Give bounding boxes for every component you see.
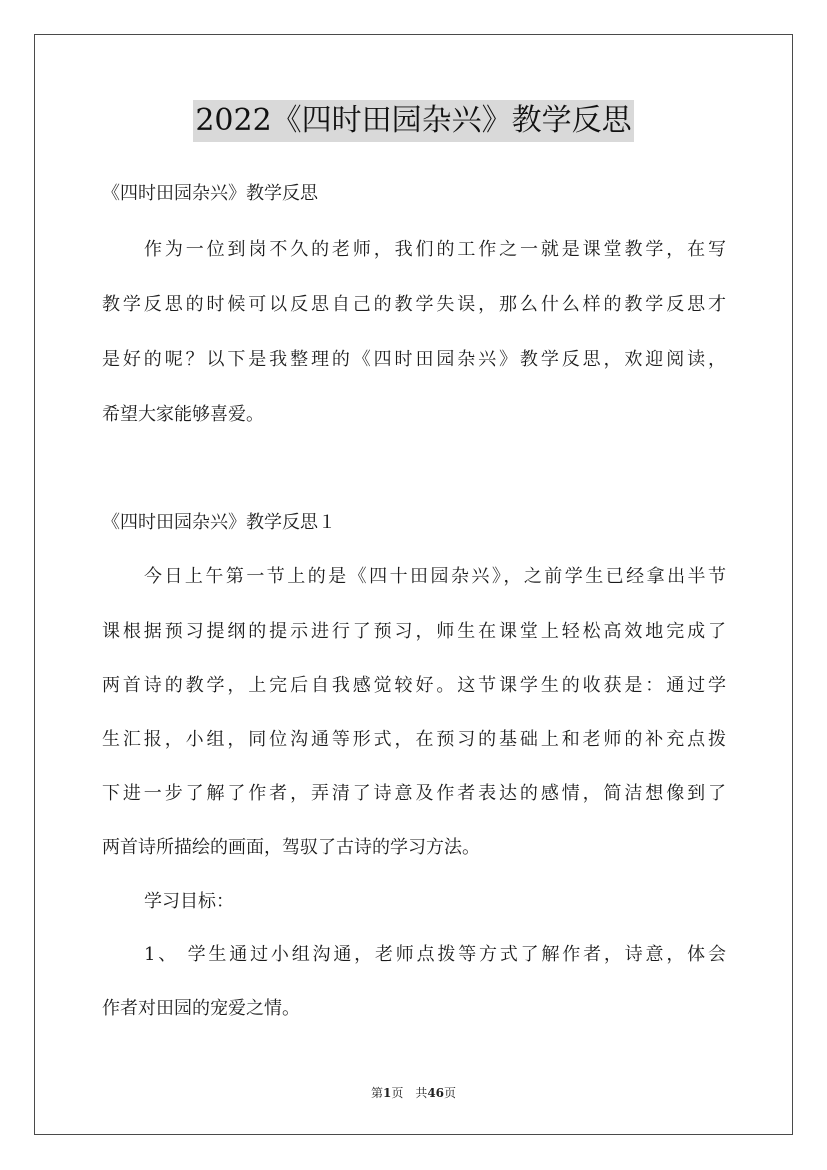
footer-suffix: 页 [444,1086,457,1100]
para1-line-1: 今日上午第一节上的是《四十田园杂兴》，之前学生已经拿出半节 [144,566,726,587]
footer-prefix: 第 [370,1086,383,1100]
para1-line-3: 两首诗的教学，上完后自我感觉较好。这节课学生的收获是：通过学 [102,675,726,696]
footer-mid: 页 共 [391,1086,428,1100]
para1-line-5: 下进一步了解了作者，弄清了诗意及作者表达的感情，简洁想像到了 [102,783,726,804]
intro-line-2: 教学反思的时候可以反思自己的教学失误，那么什么样的教学反思才 [102,294,726,315]
title-container [0,100,827,142]
goal1-line-2: 作者对田园的宠爱之情。 [102,998,300,1019]
section-heading-main: 《四时田园杂兴》教学反思 [102,183,318,204]
para1-line-6: 两首诗所描绘的画面，驾驭了古诗的学习方法。 [102,837,480,858]
para1-line-2: 课根据预习提纲的提示进行了预习，师生在课堂上轻松高效地完成了 [102,621,726,642]
goals-label: 学习目标： [144,891,234,912]
intro-line-4: 希望大家能够喜爱。 [102,404,264,425]
intro-line-3: 是好的呢？以下是我整理的《四时田园杂兴》教学反思，欢迎阅读， [102,349,726,370]
section-heading-1: 《四时田园杂兴》教学反思１ [102,512,336,533]
page-footer [0,1085,827,1101]
footer-total-pages: 46 [427,1086,445,1100]
goal1-line-1: 1、 学生通过小组沟通，老师点拨等方式了解作者，诗意，体会 [144,944,726,965]
intro-line-1: 作为一位到岗不久的老师，我们的工作之一就是课堂教学，在写 [144,239,726,260]
document-title: 2022《四时田园杂兴》教学反思 [193,100,633,142]
para1-line-4: 生汇报，小组，同位沟通等形式，在预习的基础上和老师的补充点拨 [102,729,726,750]
footer-page-number: 1 [382,1086,392,1100]
